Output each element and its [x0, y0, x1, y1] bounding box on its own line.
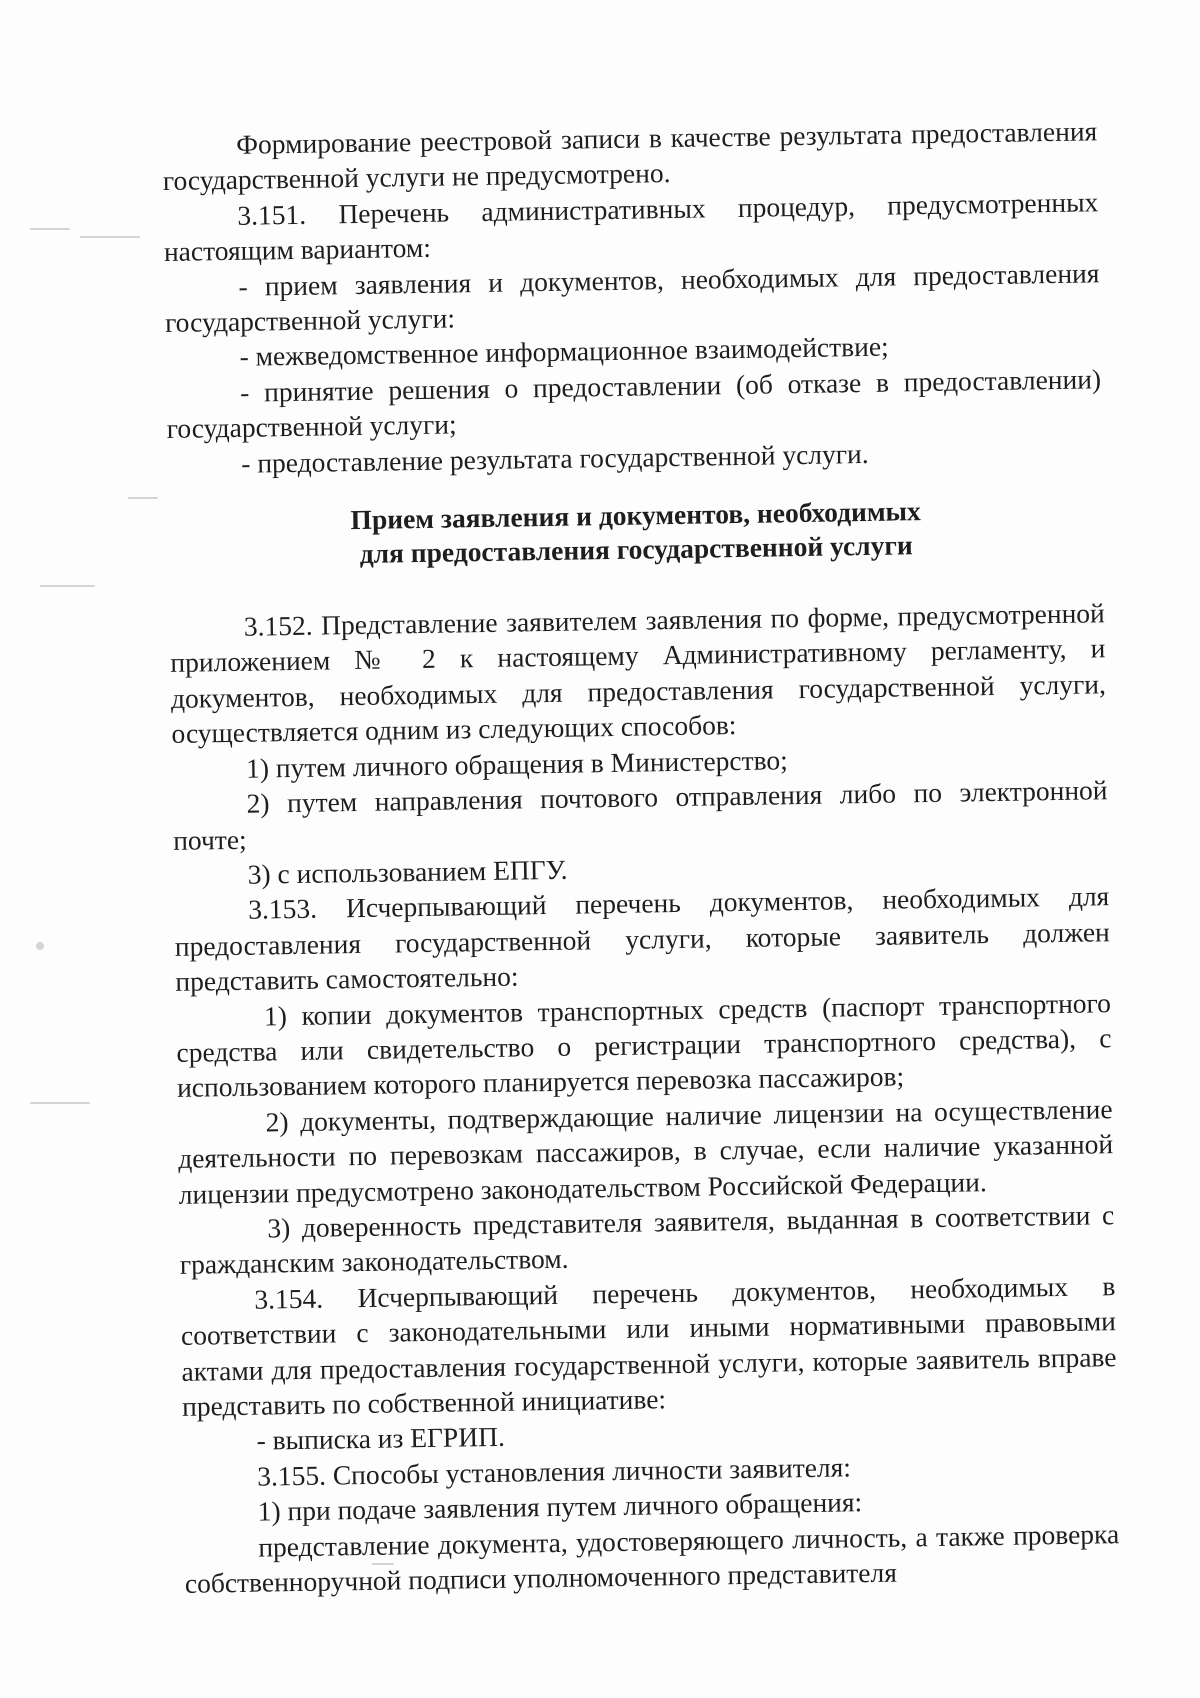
scan-noise	[128, 497, 158, 499]
list-item: 1) путем личного обращения в Министерство;	[245, 743, 789, 784]
list-item: - предоставление результата государственной услуги.	[241, 437, 869, 479]
scan-noise	[40, 585, 95, 587]
list-item: представление документа, удостоверяющего личность, а также проверка собственноручной подписи уполномоченного представителя	[184, 1517, 1120, 1599]
scan-noise	[80, 236, 140, 238]
scan-noise	[36, 942, 44, 950]
list-item: 2) документы, подтверждающие наличие лицензии на осуществление деятельности по перевозкам пассажиров, в случае, если наличие указанной лицензии предусмотрено законодательством Российской Федерации.	[177, 1092, 1114, 1210]
list-item: 1) при подаче заявления путем личного обращения:	[257, 1486, 863, 1527]
clause-3-153: 3.153. Исчерпывающий перечень документов, необходимых для предоставления государственной услуги, которые заявитель должен представить самостоятельно:	[174, 880, 1110, 998]
list-item: - выписка из ЕГРИП.	[256, 1421, 506, 1457]
clause-3-154: 3.154. Исчерпывающий перечень документов, необходимых в соответствии с законодательными или иными нормативными правовыми актами для предоставления государственной услуги, которые заявитель вправе представить по собственной инициативе:	[180, 1269, 1117, 1422]
list-item: 1) копии документов транспортных средств (паспорт транспортного средства или свидетельство о регистрации транспортного средства), с использованием которого планируется перевозка пассажиров;	[176, 986, 1112, 1104]
clause-3-151: 3.151. Перечень административных процедур, предусмотренных настоящим вариантом:	[163, 186, 1099, 268]
clause-3-155: 3.155. Способы установления личности заявителя:	[256, 1451, 852, 1492]
section-heading	[168, 491, 1104, 574]
section-heading-line: для предоставления государственной услуги	[359, 529, 913, 570]
document-body	[162, 113, 1120, 1601]
list-item: 3) доверенность представителя заявителя, выданная в соответствии с гражданским законодательством.	[179, 1199, 1115, 1281]
scan-noise	[30, 1102, 90, 1104]
scan-noise	[30, 228, 70, 230]
section-heading-line: Прием заявления и документов, необходимых	[350, 495, 921, 536]
clause-3-152: 3.152. Представление заявителем заявления по форме, предусмотренной приложением № 2 к настоящему Административному регламенту, и документов, необходимых для предоставления государственной услуги, осуществляется одним из следующих способов:	[170, 597, 1107, 750]
list-item: - прием заявления и документов, необходимых для предоставления государственной услуги:	[164, 256, 1100, 339]
list-item: 3) с использованием ЕПГУ.	[247, 853, 568, 890]
list-item: - межведомственное информационное взаимодействие;	[239, 331, 889, 373]
list-item: - принятие решения о предоставлении (об отказе в предоставлении) государственной услуги;	[166, 363, 1102, 445]
intro-paragraph: Формирование реестровой записи в качестве результата предоставления государственной услуги не предусмотрено.	[162, 115, 1098, 197]
list-item: 2) путем направления почтового отправления либо по электронной почте;	[172, 774, 1108, 856]
